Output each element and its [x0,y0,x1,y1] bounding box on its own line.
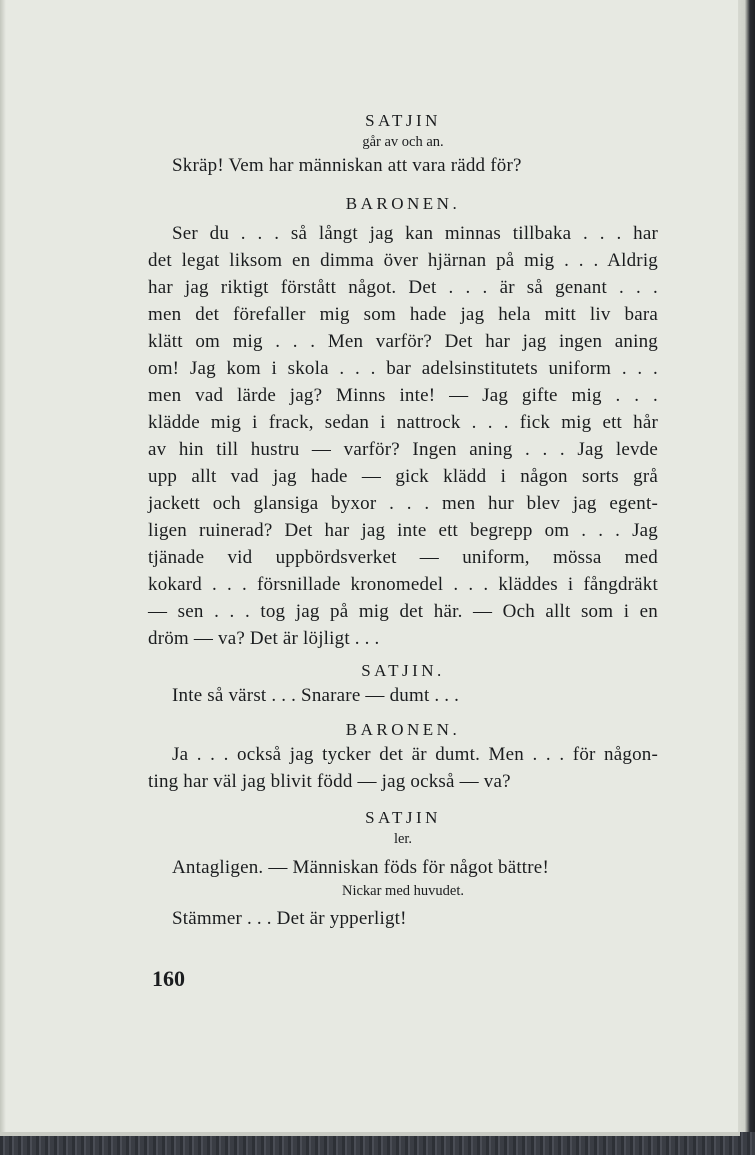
speaker-name: BARONEN. [345,720,461,739]
play-text [148,110,658,932]
dialogue-line: — sen . . . tog jag på mig det här. — Och allt som i en [148,601,658,622]
stage-direction: går av och an. [362,134,444,150]
dialogue-line: av hin till hustru — varför? Ingen aning . . . Jag levde [148,439,658,460]
page-gutter-shadow [0,0,6,1132]
dialogue-line: ligen ruinerad? Det har jag inte ett begrepp om . . . Jag [148,520,658,541]
dialogue-line: det legat liksom en dimma över hjärnan på mig . . . Aldrig [148,250,658,271]
dialogue-line: Antagligen. — Människan föds för något bättre! [172,857,549,878]
dialogue-line: kokard . . . försnillade kronomedel . . . kläddes i fångdräkt [148,574,658,595]
speaker-name: SATJIN. [361,661,445,680]
dialogue-line: Inte så värst . . . Snarare — dumt . . . [172,685,460,706]
stage-direction: Nickar med huvudet. [341,883,464,899]
dialogue-line: jackett och glansiga byxor . . . men hur blev jag egent- [148,493,658,514]
dialogue-line: klätt om mig . . . Men varför? Det har jag ingen aning [148,331,658,352]
dialogue-line: Ser du . . . så långt jag kan minnas tillbaka . . . har [172,223,658,244]
dialogue-line: men det förefaller mig som hade jag hela mitt liv bara [148,304,658,325]
dialogue-line: dröm — va? Det är löjligt . . . [148,628,380,649]
dialogue-line: men vad lärde jag? Minns inte! — Jag gifte mig . . . [148,385,658,406]
dialogue-line: Skräp! Vem har människan att vara rädd för? [172,155,522,176]
book-right-edge [738,0,755,1140]
dialogue-line: har jag riktigt förstått något. Det . . . är så genant . . . [148,277,658,298]
page-number: 160 [152,966,185,991]
dialogue-line: klädde mig i frack, sedan i nattrock . . . fick mig ett hår [148,412,658,433]
speaker-name: BARONEN. [345,194,461,213]
speaker-name: SATJIN [365,808,441,827]
dialogue-line: tjänade vid uppbördsverket — uniform, mössa med [148,547,658,568]
dialogue-line: upp allt vad jag hade — gick klädd i någon sorts grå [148,466,658,487]
book-bottom-edge [0,1132,755,1155]
dialogue-line: Ja . . . också jag tycker det är dumt. Men . . . för någon- [172,744,658,765]
dialogue-line: om! Jag kom i skola . . . bar adelsinstitutets uniform . . . [148,358,658,379]
dialogue-line: Stämmer . . . Det är ypperligt! [172,908,407,929]
speaker-name: SATJIN [365,111,441,130]
stage-direction: ler. [393,831,413,847]
dialogue-line: ting har väl jag blivit född — jag också — va? [148,771,511,792]
